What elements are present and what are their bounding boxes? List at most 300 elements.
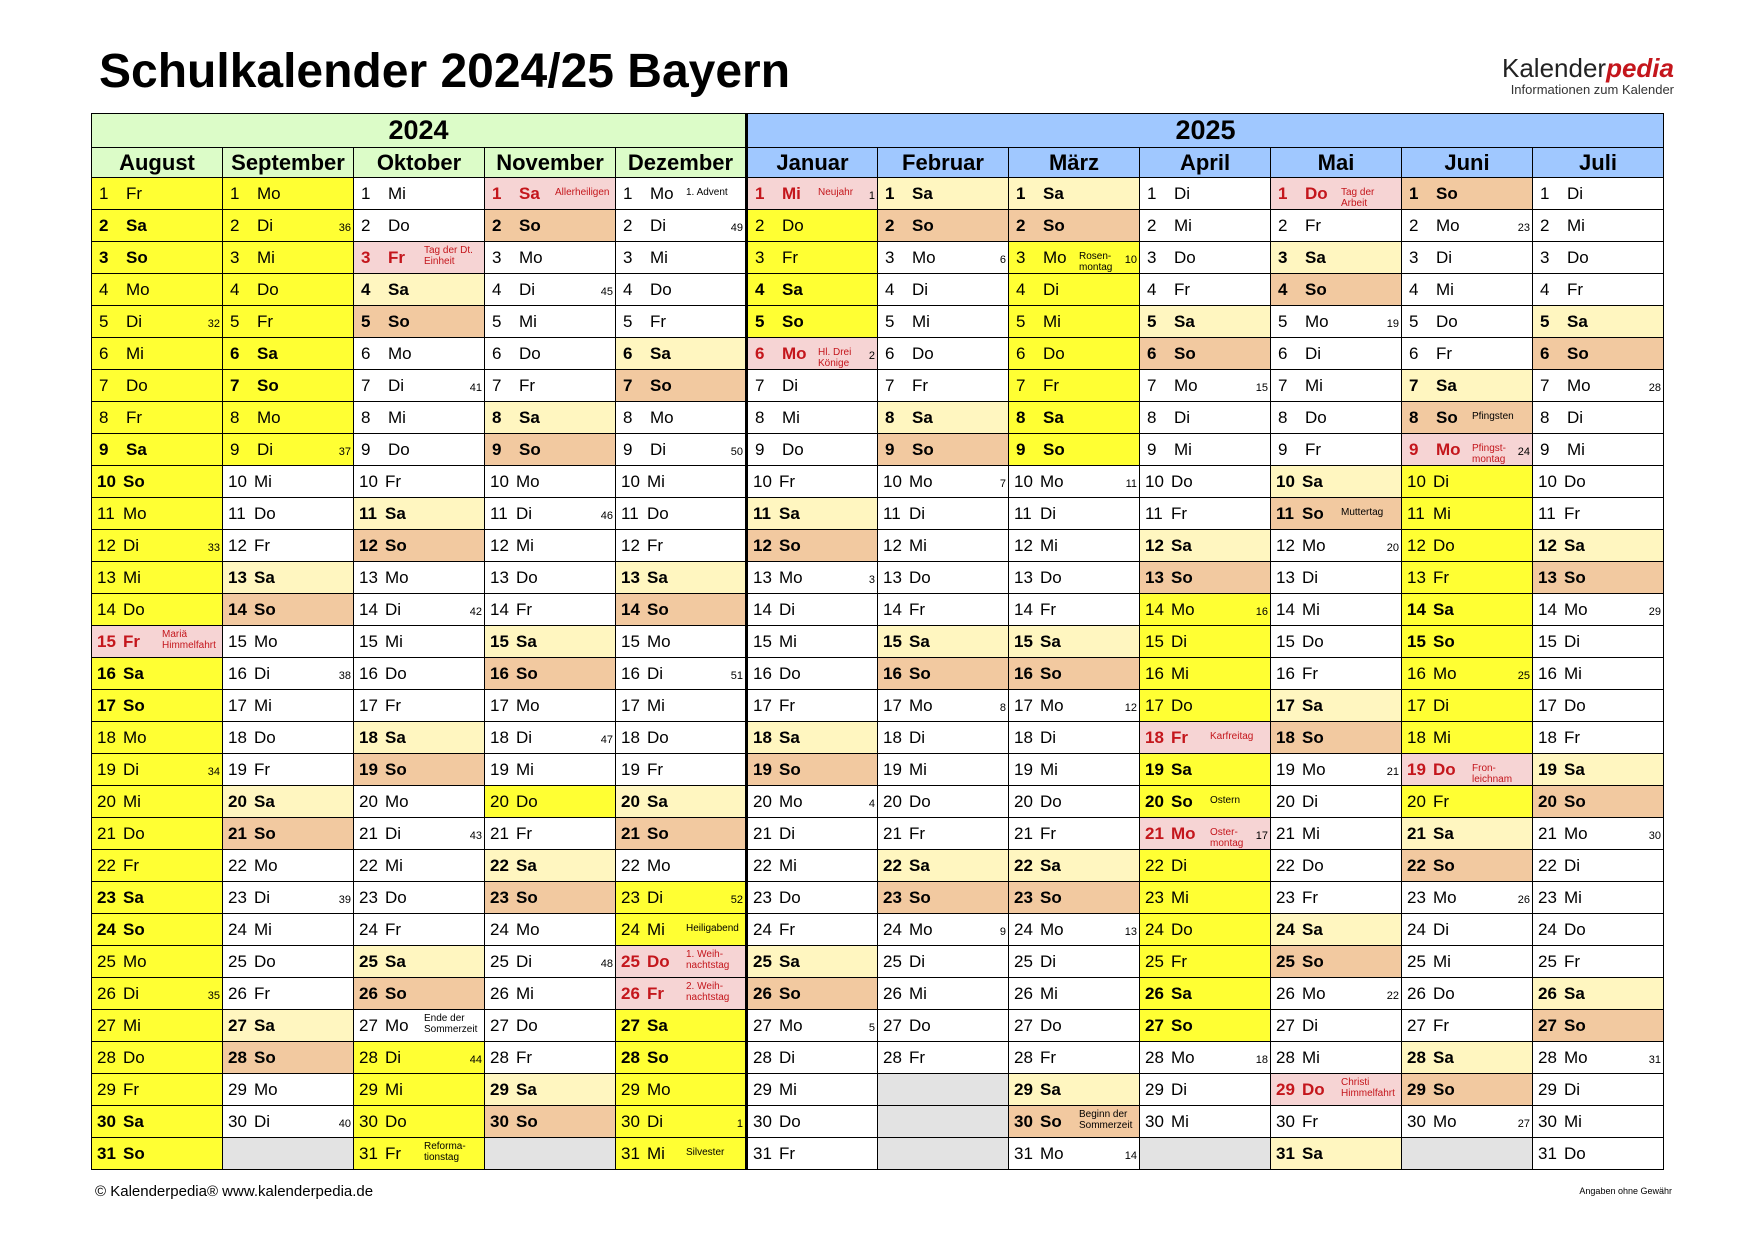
month-header-juli: Juli (1533, 148, 1664, 178)
weekday-label: Di (1040, 952, 1057, 971)
day-number: 17 (1014, 696, 1033, 715)
month-header-juni: Juni (1402, 148, 1533, 178)
day-number: 6 (99, 344, 109, 363)
day-number: 8 (623, 408, 633, 427)
day-number: 27 (621, 1016, 640, 1035)
weekday-label: Fr (650, 312, 667, 331)
day-row (92, 370, 1664, 402)
day-number: 7 (99, 376, 109, 395)
weekday-label: Do (257, 280, 279, 299)
day-number: 21 (753, 824, 772, 843)
day-cell (1402, 946, 1533, 978)
weekday-label: Mo (782, 344, 807, 363)
day-cell (747, 1074, 878, 1106)
day-cell (354, 434, 485, 466)
day-number: 2 (885, 216, 895, 235)
day-number: 21 (97, 824, 116, 843)
weekday-label: Di (779, 600, 796, 619)
day-cell (1533, 1074, 1664, 1106)
day-number: 9 (492, 440, 502, 459)
kalenderpedia-logo[interactable] (1502, 55, 1674, 97)
day-cell (616, 530, 747, 562)
day-cell (878, 818, 1009, 850)
day-cell (223, 978, 354, 1010)
day-number: 1 (1409, 184, 1419, 203)
weekday-label: So (126, 248, 148, 267)
day-cell (747, 498, 878, 530)
weekday-label: Sa (1040, 856, 1061, 875)
weekday-label: Sa (779, 728, 800, 747)
day-cell (92, 594, 223, 626)
weekday-label: So (1040, 888, 1062, 907)
day-number: 25 (1276, 952, 1295, 971)
day-row (92, 402, 1664, 434)
week-number: 40 (338, 1118, 351, 1130)
day-row (92, 1106, 1664, 1138)
weekday-label: So (516, 664, 538, 683)
day-number: 13 (228, 568, 247, 587)
weekday-label: Di (1564, 632, 1581, 651)
weekday-label: Mi (909, 984, 927, 1003)
day-cell (1009, 466, 1140, 498)
day-number: 22 (228, 856, 247, 875)
day-number: 10 (883, 472, 902, 491)
day-number: 25 (97, 952, 116, 971)
weekday-label: Di (385, 1048, 402, 1067)
weekday-label: Fr (385, 696, 402, 715)
weekday-label: Sa (385, 728, 406, 747)
day-cell (616, 754, 747, 786)
day-number: 13 (359, 568, 378, 587)
week-number: 23 (1517, 222, 1530, 234)
day-number: 5 (1016, 312, 1026, 331)
week-number: 21 (1386, 766, 1399, 778)
day-number: 12 (1276, 536, 1295, 555)
day-cell (92, 274, 223, 306)
month-header-märz: März (1009, 148, 1140, 178)
day-cell (1140, 818, 1271, 850)
weekday-label: Do (254, 728, 276, 747)
weekday-label: Mi (1174, 216, 1192, 235)
day-number: 19 (1538, 760, 1557, 779)
year-header-2025: 2025 (747, 114, 1664, 148)
weekday-label: Di (1040, 504, 1057, 523)
month-header-april: April (1140, 148, 1271, 178)
day-cell (223, 594, 354, 626)
weekday-label: Mo (1564, 1048, 1588, 1067)
day-number: 20 (228, 792, 247, 811)
month-header-dezember: Dezember (616, 148, 747, 178)
weekday-label: Mo (254, 632, 278, 651)
day-number: 16 (359, 664, 378, 683)
day-number: 14 (1276, 600, 1295, 619)
day-cell (223, 402, 354, 434)
weekday-label: Sa (519, 408, 540, 427)
day-number: 30 (228, 1112, 247, 1131)
day-cell (747, 882, 878, 914)
day-number: 28 (1407, 1048, 1426, 1067)
weekday-label: Do (1040, 1016, 1062, 1035)
note-label: Ostern (1210, 795, 1241, 806)
day-cell (485, 978, 616, 1010)
weekday-label: Di (519, 280, 536, 299)
weekday-label: Mi (912, 312, 930, 331)
weekday-label: Sa (1567, 312, 1588, 331)
day-cell (1140, 178, 1271, 210)
weekday-label: Fr (123, 632, 140, 651)
day-cell (747, 722, 878, 754)
day-number: 12 (753, 536, 772, 555)
weekday-label: Do (1567, 248, 1589, 267)
holiday-label: Pfingst-montag (1472, 443, 1506, 465)
day-number: 23 (359, 888, 378, 907)
weekday-label: Do (1433, 760, 1456, 779)
day-number: 12 (1407, 536, 1426, 555)
weekday-label: So (1171, 568, 1193, 587)
weekday-label: So (123, 920, 145, 939)
day-cell (1271, 1106, 1402, 1138)
day-number: 18 (883, 728, 902, 747)
weekday-label: Mo (650, 408, 674, 427)
day-cell (1533, 178, 1664, 210)
day-cell (1271, 1042, 1402, 1074)
day-number: 7 (623, 376, 633, 395)
day-row (92, 466, 1664, 498)
day-cell (1009, 850, 1140, 882)
day-number: 14 (621, 600, 640, 619)
weekday-label: Fr (1302, 1112, 1319, 1131)
day-cell (485, 242, 616, 274)
day-number: 30 (1014, 1112, 1033, 1131)
day-cell (354, 562, 485, 594)
day-cell (747, 178, 878, 210)
weekday-label: Mo (779, 792, 803, 811)
day-cell (223, 658, 354, 690)
day-cell (1533, 786, 1664, 818)
day-number: 11 (97, 504, 115, 523)
day-cell (1009, 1042, 1140, 1074)
day-number: 3 (1147, 248, 1157, 267)
day-cell (1009, 754, 1140, 786)
weekday-label: So (1433, 632, 1455, 651)
weekday-label: So (1302, 504, 1324, 523)
day-cell (1009, 370, 1140, 402)
weekday-label: Mo (1174, 376, 1198, 395)
day-cell (223, 914, 354, 946)
week-number: 30 (1648, 830, 1661, 842)
day-cell (1140, 914, 1271, 946)
day-number: 13 (883, 568, 902, 587)
weekday-label: Mi (650, 248, 668, 267)
day-cell (1140, 690, 1271, 722)
day-cell (1009, 594, 1140, 626)
day-cell (354, 626, 485, 658)
weekday-label: Mo (516, 696, 540, 715)
day-cell (1533, 754, 1664, 786)
day-cell (878, 338, 1009, 370)
day-cell (223, 530, 354, 562)
day-number: 12 (1145, 536, 1164, 555)
day-number: 7 (1409, 376, 1419, 395)
weekday-label: Fr (779, 472, 796, 491)
day-cell (616, 242, 747, 274)
day-cell (1533, 626, 1664, 658)
month-header-januar: Januar (747, 148, 878, 178)
day-cell (1009, 1074, 1140, 1106)
weekday-label: Mo (779, 1016, 803, 1035)
day-cell (1402, 594, 1533, 626)
weekday-label: Di (385, 824, 402, 843)
day-number: 22 (490, 856, 509, 875)
day-number: 19 (490, 760, 509, 779)
week-number: 5 (868, 1022, 875, 1034)
day-number: 30 (1538, 1112, 1557, 1131)
day-cell (747, 1106, 878, 1138)
day-cell (1009, 402, 1140, 434)
day-row (92, 178, 1664, 210)
day-cell (747, 946, 878, 978)
day-cell (223, 1042, 354, 1074)
weekday-label: So (1436, 184, 1458, 203)
day-cell (485, 498, 616, 530)
day-number: 20 (490, 792, 509, 811)
week-number: 32 (207, 318, 220, 330)
day-number: 6 (1540, 344, 1550, 363)
weekday-label: Di (254, 1112, 271, 1131)
weekday-label: So (254, 1048, 276, 1067)
weekday-label: So (123, 472, 145, 491)
weekday-label: So (388, 312, 410, 331)
day-cell (92, 690, 223, 722)
week-number: 49 (730, 222, 743, 234)
day-number: 6 (1409, 344, 1419, 363)
day-number: 31 (97, 1144, 116, 1163)
weekday-label: Do (647, 728, 669, 747)
day-number: 17 (753, 696, 772, 715)
day-cell (1533, 1138, 1664, 1170)
day-cell (747, 562, 878, 594)
day-number: 18 (97, 728, 116, 747)
day-cell (1533, 434, 1664, 466)
weekday-label: Do (1305, 184, 1328, 203)
day-cell (1009, 178, 1140, 210)
weekday-label: Fr (388, 248, 405, 267)
weekday-label: Mi (1436, 280, 1454, 299)
day-cell (354, 754, 485, 786)
day-cell (1402, 466, 1533, 498)
day-cell (354, 658, 485, 690)
weekday-label: Mo (1040, 1144, 1064, 1163)
footer-disclaimer: Angaben ohne Gewähr (1579, 1186, 1672, 1196)
weekday-label: Sa (1040, 1080, 1061, 1099)
day-number: 30 (97, 1112, 116, 1131)
weekday-label: Do (254, 504, 276, 523)
day-number: 29 (359, 1080, 378, 1099)
day-cell (92, 306, 223, 338)
weekday-label: Di (1305, 344, 1322, 363)
weekday-label: Mi (1564, 888, 1582, 907)
day-number: 5 (1540, 312, 1550, 331)
weekday-label: Fr (1436, 344, 1453, 363)
day-cell (223, 722, 354, 754)
weekday-label: So (123, 696, 145, 715)
weekday-label: Mo (123, 504, 147, 523)
day-number: 2 (755, 216, 765, 235)
weekday-label: Mo (1436, 440, 1461, 459)
weekday-label: Mi (254, 472, 272, 491)
weekday-label: Fr (123, 856, 140, 875)
day-cell (1140, 274, 1271, 306)
day-cell (1140, 306, 1271, 338)
week-number: 10 (1124, 254, 1137, 266)
day-number: 3 (1016, 248, 1026, 267)
day-number: 22 (1538, 856, 1557, 875)
day-number: 28 (1276, 1048, 1295, 1067)
note-label: Reforma-tionstag (424, 1141, 466, 1163)
day-number: 25 (1014, 952, 1033, 971)
day-number: 4 (1540, 280, 1550, 299)
day-cell (1402, 882, 1533, 914)
weekday-label: Fr (1564, 728, 1581, 747)
weekday-label: Do (912, 344, 934, 363)
day-cell (878, 882, 1009, 914)
day-number: 26 (490, 984, 509, 1003)
day-number: 28 (753, 1048, 772, 1067)
day-number: 15 (1014, 632, 1033, 651)
weekday-label: Do (519, 344, 541, 363)
week-number: 48 (600, 958, 613, 970)
day-number: 1 (99, 184, 109, 203)
weekday-label: Mo (516, 920, 540, 939)
day-cell (1533, 594, 1664, 626)
day-cell (1402, 978, 1533, 1010)
weekday-label: Sa (257, 344, 278, 363)
day-number: 1 (1278, 184, 1288, 203)
day-number: 12 (1014, 536, 1033, 555)
holiday-label: Oster-montag (1210, 827, 1244, 849)
day-cell (747, 274, 878, 306)
weekday-label: So (1174, 344, 1196, 363)
weekday-label: So (1043, 216, 1065, 235)
month-header-oktober: Oktober (354, 148, 485, 178)
day-number: 16 (97, 664, 116, 683)
weekday-label: Di (254, 888, 271, 907)
day-number: 27 (490, 1016, 509, 1035)
day-number: 18 (228, 728, 247, 747)
weekday-label: Do (647, 504, 669, 523)
day-cell (878, 754, 1009, 786)
weekday-label: Fr (909, 600, 926, 619)
day-cell (354, 850, 485, 882)
day-number: 11 (621, 504, 639, 523)
day-number: 17 (1145, 696, 1164, 715)
day-cell (878, 242, 1009, 274)
day-number: 25 (621, 952, 640, 971)
day-cell (747, 690, 878, 722)
day-cell (1009, 498, 1140, 530)
weekday-label: Sa (254, 568, 275, 587)
weekday-label: Sa (1174, 312, 1195, 331)
day-number: 31 (1276, 1144, 1295, 1163)
day-number: 11 (1538, 504, 1556, 523)
day-cell (1402, 402, 1533, 434)
weekday-label: Sa (1043, 184, 1064, 203)
day-cell (1533, 242, 1664, 274)
day-number: 5 (623, 312, 633, 331)
day-cell (92, 562, 223, 594)
weekday-label: Mo (1433, 888, 1457, 907)
day-cell (485, 274, 616, 306)
day-number: 6 (755, 344, 765, 363)
weekday-label: Mo (385, 1016, 409, 1035)
day-cell (1533, 818, 1664, 850)
week-number: 7 (999, 478, 1006, 490)
weekday-label: Mi (516, 760, 534, 779)
weekday-label: Mo (779, 568, 803, 587)
note-label: Heiligabend (686, 923, 739, 934)
day-cell (354, 402, 485, 434)
day-cell (616, 594, 747, 626)
day-cell (616, 210, 747, 242)
day-number: 2 (1540, 216, 1550, 235)
day-cell (747, 1010, 878, 1042)
day-cell (223, 818, 354, 850)
weekday-label: Sa (1302, 1144, 1323, 1163)
day-cell (1271, 530, 1402, 562)
day-cell (223, 882, 354, 914)
day-number: 14 (883, 600, 902, 619)
weekday-label: Mo (1564, 824, 1588, 843)
empty-cell (878, 1138, 1009, 1170)
day-number: 29 (228, 1080, 247, 1099)
day-number: 24 (359, 920, 378, 939)
weekday-label: Do (782, 216, 804, 235)
day-number: 15 (1407, 632, 1426, 651)
weekday-label: Fr (516, 600, 533, 619)
weekday-label: Mi (782, 408, 800, 427)
weekday-label: Mi (779, 1080, 797, 1099)
day-cell (1009, 530, 1140, 562)
day-cell (92, 370, 223, 402)
day-number: 1 (361, 184, 371, 203)
day-number: 7 (1147, 376, 1157, 395)
weekday-label: Do (388, 440, 410, 459)
day-number: 21 (1145, 824, 1164, 843)
day-cell (1402, 850, 1533, 882)
day-number: 28 (490, 1048, 509, 1067)
day-number: 16 (1407, 664, 1426, 683)
weekday-label: Mi (385, 1080, 403, 1099)
day-number: 9 (1540, 440, 1550, 459)
day-cell (485, 210, 616, 242)
weekday-label: Di (1567, 408, 1584, 427)
day-cell (1009, 434, 1140, 466)
weekday-label: Mi (123, 568, 141, 587)
day-cell (1533, 562, 1664, 594)
weekday-label: Mi (1302, 1048, 1320, 1067)
day-cell (616, 434, 747, 466)
weekday-label: So (782, 312, 804, 331)
weekday-label: Do (123, 1048, 145, 1067)
weekday-label: So (647, 824, 669, 843)
day-number: 21 (228, 824, 247, 843)
weekday-label: Sa (912, 408, 933, 427)
day-number: 19 (1014, 760, 1033, 779)
day-number: 13 (490, 568, 509, 587)
logo-part2: pedia (1606, 53, 1674, 83)
weekday-label: Sa (388, 280, 409, 299)
weekday-label: Di (1302, 568, 1319, 587)
